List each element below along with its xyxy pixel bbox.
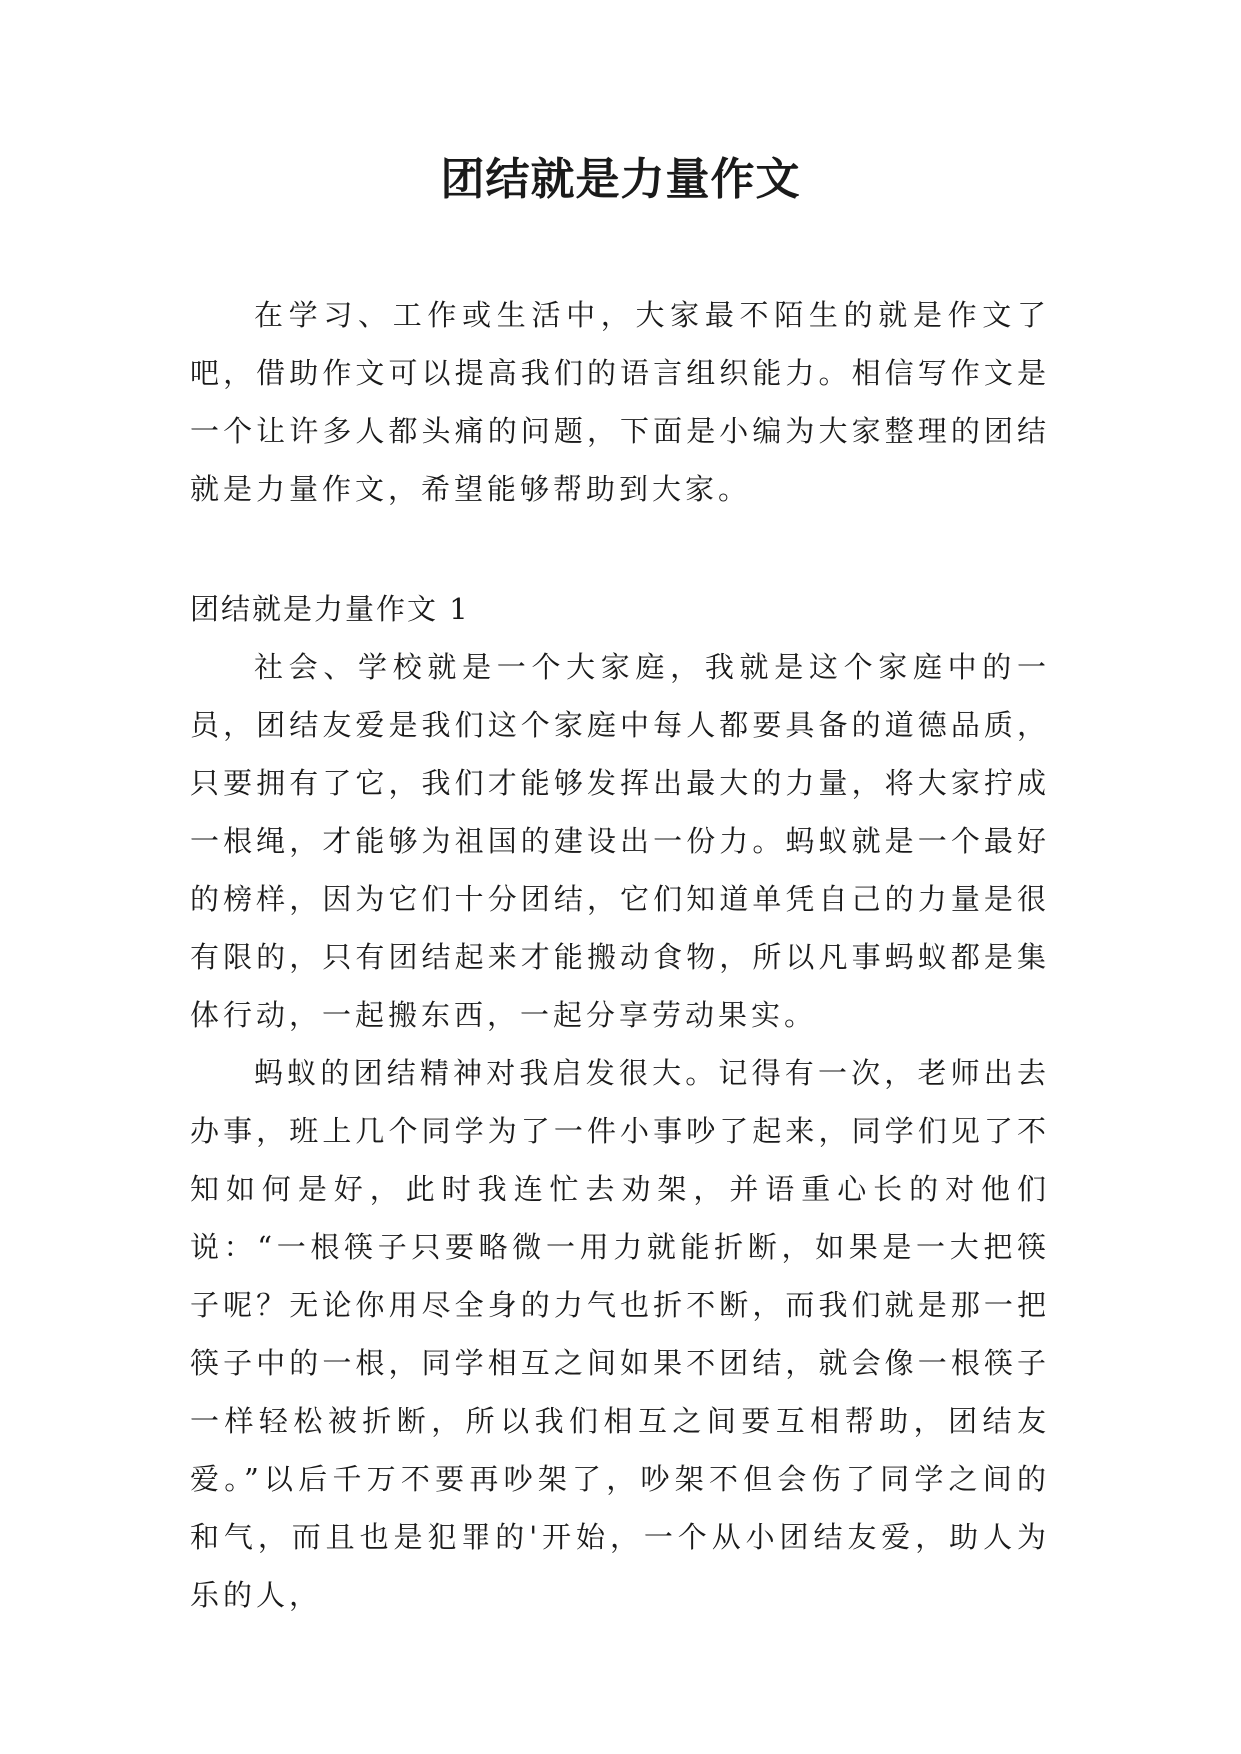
- document-title: 团结就是力量作文: [440, 154, 801, 205]
- essay-paragraph: 蚂蚁的团结精神对我启发很大。记得有一次，老师出去办事，班上几个同学为了一件小事吵了起来，同学们见了不知如何是好，此时我连忙去劝架，并语重心长的对他们说：“一根筷子只要略微一用力就能折断，如果是一大把筷子呢？无论你用尽全身的力气也折不断，而我们就是那一把筷子中的一根，同学相互之间如果不团结，就会像一根筷子一样轻松被折断，所以我们相互之间要互相帮助，团结友爱。”以后千万不要再吵架了，吵架不但会伤了同学之间的和气，而且也是犯罪的'开始，一个从小团结友爱，助人为乐的人，: [190, 1056, 1050, 1612]
- essay-body: [190, 638, 1050, 1624]
- essay-paragraph: 社会、学校就是一个大家庭，我就是这个家庭中的一员，团结友爱是我们这个家庭中每人都要具备的道德品质，只要拥有了它，我们才能够发挥出最大的力量，将大家拧成一根绳，才能够为祖国的建设出一份力。蚂蚁就是一个最好的榜样，因为它们十分团结，它们知道单凭自己的力量是很有限的，只有团结起来才能搬动食物，所以凡事蚂蚁都是集体行动，一起搬东西，一起分享劳动果实。: [190, 650, 1050, 1032]
- intro-paragraph: 在学习、工作或生活中，大家最不陌生的就是作文了吧，借助作文可以提高我们的语言组织能力。相信写作文是一个让许多人都头痛的问题，下面是小编为大家整理的团结就是力量作文，希望能够帮助到大家。: [190, 298, 1050, 506]
- section-heading: 团结就是力量作文 1: [190, 592, 470, 626]
